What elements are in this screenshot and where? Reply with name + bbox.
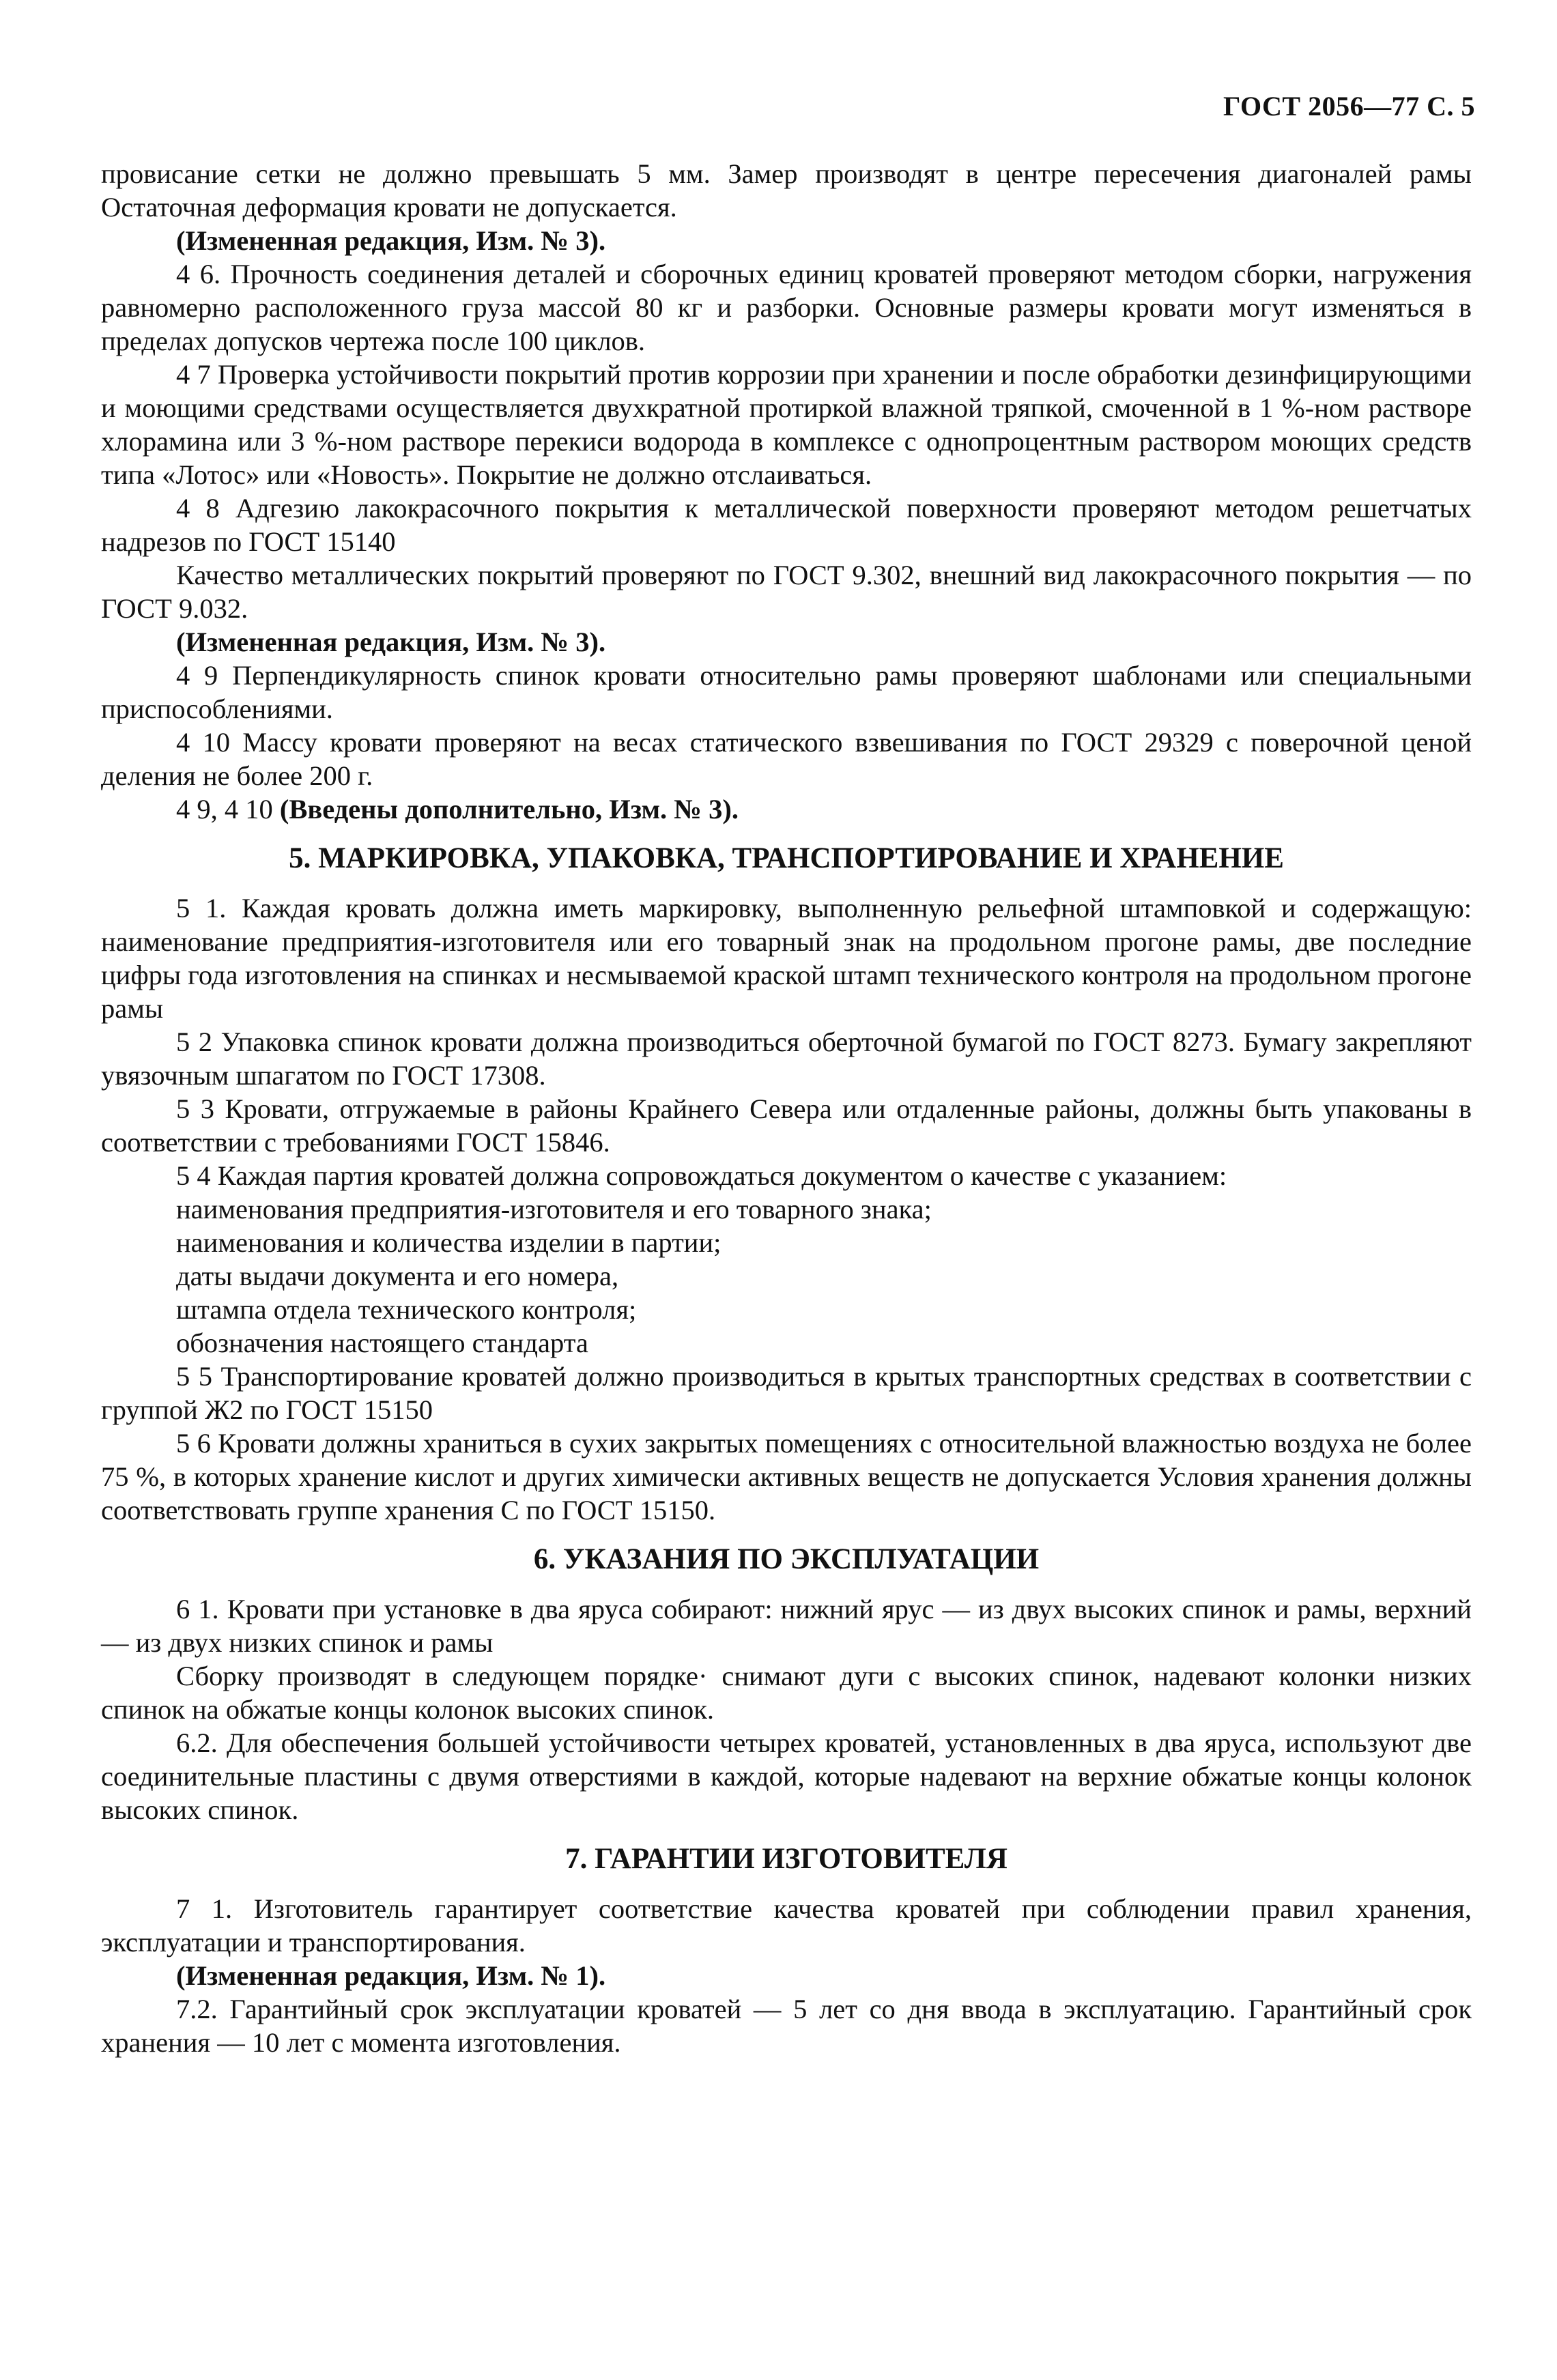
- amendment-note: (Измененная редакция, Изм. № 3).: [176, 627, 606, 657]
- note-text: (Введены дополнительно, Изм. № 3).: [279, 794, 739, 825]
- paragraph-6-1: 6 1. Кровати при установке в два яруса собирают: нижний ярус — из двух высоких спинок и рамы, верхний — из двух низких спинок и рамы: [101, 1594, 1472, 1658]
- paragraph-4-8: 4 8 Адгезию лакокрасочного покрытия к металлической поверхности проверяют методом решетчатых надрезов по ГОСТ 15140: [101, 493, 1472, 557]
- paragraph-4-5-continuation: провисание сетки не должно превышать 5 мм. Замер производят в центре пересечения диагоналей рамы Остаточная деформация кровати не допускается.: [101, 158, 1472, 223]
- amendment-note: (Измененная редакция, Изм. № 3).: [176, 225, 606, 256]
- paragraph-5-3: 5 3 Кровати, отгружаемые в районы Крайнего Севера или отдаленные районы, должны быть упакованы в соответствии с требованиями ГОСТ 15846.: [101, 1093, 1472, 1158]
- paragraph-4-10: 4 10 Массу кровати проверяют на весах статического взвешивания по ГОСТ 29329 с поверочной ценой деления не более 200 г.: [101, 727, 1472, 791]
- section-7-title: 7. ГАРАНТИИ ИЗГОТОВИТЕЛЯ: [565, 1843, 1008, 1875]
- section-5-title: 5. МАРКИРОВКА, УПАКОВКА, ТРАНСПОРТИРОВАНИЕ И ХРАНЕНИЕ: [289, 842, 1284, 874]
- list-item: обозначения настоящего стандарта: [176, 1328, 588, 1358]
- list-item: даты выдачи документа и его номера,: [176, 1261, 619, 1291]
- paragraph-5-5: 5 5 Транспортирование кроватей должно производиться в крытых транспортных средствах в соответствии с группой Ж2 по ГОСТ 15150: [101, 1361, 1472, 1425]
- paragraph-4-6: 4 6. Прочность соединения деталей и сборочных единиц кроватей проверяют методом сборки, нагружения равномерно расположенного груза массой 80 кг и разборки. Основные размеры кровати могут изменяться в пределах допусков чертежа после 100 циклов.: [101, 259, 1472, 356]
- paragraph-5-4: 5 4 Каждая партия кроватей должна сопровождаться документом о качестве с указанием:: [176, 1160, 1227, 1191]
- note-reference: 4 9, 4 10: [176, 794, 273, 825]
- paragraph-4-7: 4 7 Проверка устойчивости покрытий против коррозии при хранении и после обработки дезинфицирующими и моющими средствами осуществляется двухкратной протиркой влажной тряпкой, смоченной в 1 %-ном растворе хлорамина или 3 %-ном растворе перекиси водорода в комплексе с однопроцентным раствором моющих средств типа «Лотос» или «Новость». Покрытие не должно отслаиваться.: [101, 359, 1472, 490]
- list-item: наименования предприятия-изготовителя и его товарного знака;: [176, 1194, 932, 1224]
- paragraph-7-2: 7.2. Гарантийный срок эксплуатации кроватей — 5 лет со дня ввода в эксплуатацию. Гарантийный срок хранения — 10 лет с момента изготовления.: [101, 1994, 1472, 2058]
- section-6-title: 6. УКАЗАНИЯ ПО ЭКСПЛУАТАЦИИ: [533, 1543, 1040, 1575]
- paragraph-7-1: 7 1. Изготовитель гарантирует соответствие качества кроватей при соблюдении правил хранения, эксплуатации и транспортирования.: [101, 1893, 1472, 1958]
- paragraph-5-1: 5 1. Каждая кровать должна иметь маркировку, выполненную рельефной штамповкой и содержащую: наименование предприятия-изготовителя или его товарный знак на продольном прогоне рамы, две последние цифры года изготовления на спинках и несмываемой краской штамп технического контроля на продольном прогоне рамы: [101, 893, 1472, 1024]
- paragraph-6-2: 6.2. Для обеспечения большей устойчивости четырех кроватей, установленных в два яруса, используют две соединительные пластины с двумя отверстиями в каждой, которые надевают на верхние обжатые концы колонок высоких спинок.: [101, 1727, 1472, 1825]
- list-item: штампа отдела технического контроля;: [176, 1294, 637, 1325]
- paragraph-4-9: 4 9 Перпендикулярность спинок кровати относительно рамы проверяют шаблонами или специальными приспособлениями.: [101, 660, 1472, 724]
- paragraph-4-8-quality: Качество металлических покрытий проверяют по ГОСТ 9.302, внешний вид лакокрасочного покрытия — по ГОСТ 9.032.: [101, 560, 1472, 624]
- paragraph-6-1-assembly: Сборку производят в следующем порядке· снимают дуги с высоких спинок, надевают колонки низких спинок на обжатые концы колонок высоких спинок.: [101, 1661, 1472, 1725]
- document-body: [101, 157, 1472, 2059]
- paragraph-4-9-4-10-note: [101, 792, 1472, 826]
- paragraph-5-6: 5 6 Кровати должны храниться в сухих закрытых помещениях с относительной влажностью воздуха не более 75 %, в которых хранение кислот и других химически активных веществ не допускается Условия хранения должны соответствовать группе хранения С по ГОСТ 15150.: [101, 1428, 1472, 1525]
- amendment-note: (Измененная редакция, Изм. № 1).: [176, 1960, 606, 1991]
- paragraph-5-2: 5 2 Упаковка спинок кровати должна производиться оберточной бумагой по ГОСТ 8273. Бумагу закрепляют увязочным шпагатом по ГОСТ 17308.: [101, 1027, 1472, 1091]
- list-item: наименования и количества изделии в партии;: [176, 1227, 722, 1258]
- running-header: ГОСТ 2056—77 С. 5: [1223, 91, 1475, 121]
